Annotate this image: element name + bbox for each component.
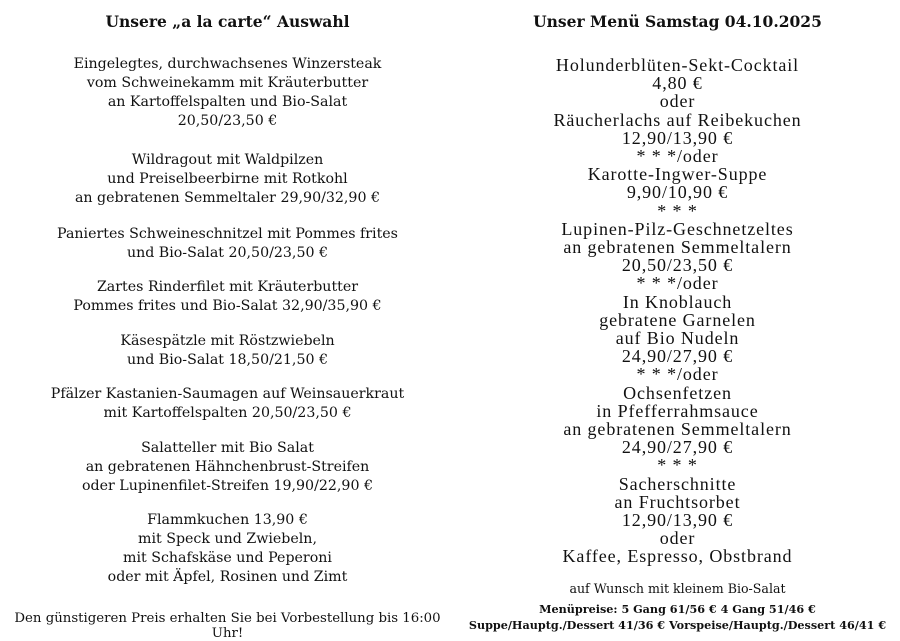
menu-line: 4,80 €	[652, 73, 703, 94]
menu-line: an gebratenen Semmeltalern	[563, 419, 792, 440]
menu-courses	[455, 56, 900, 566]
dish-line: an gebratenen Semmeltaler 29,90/32,90 €	[74, 190, 381, 206]
menu-line: Ochsenfetzen	[623, 382, 732, 403]
menu-line: 24,90/27,90 €	[621, 437, 734, 458]
menu-line: * * *	[657, 200, 698, 221]
price-line: Menüpreise: 5 Gang 61/56 € 4 Gang 51/46 €	[539, 602, 816, 616]
menu-line: 12,90/13,90 €	[621, 510, 734, 531]
salad-note: auf Wunsch mit kleinem Bio-Salat	[569, 581, 786, 596]
menu-line: Räucherlachs auf Reibekuchen	[553, 109, 802, 130]
dish-line: oder mit Äpfel, Rosinen und Zimt	[107, 569, 348, 585]
dish-line: und Preiselbeerbirne mit Rotkohl	[107, 171, 348, 187]
menu-title: Unser Menü Samstag 04.10.2025	[533, 12, 822, 31]
menu-line: gebratene Garnelen	[599, 309, 756, 330]
menu-line: Karotte-Ingwer-Suppe	[587, 164, 768, 185]
dish-line: Flammkuchen 13,90 €	[147, 512, 308, 528]
menu-line: * * */oder	[636, 273, 719, 294]
dish-rinderfilet	[0, 278, 455, 316]
menu-line: 24,90/27,90 €	[621, 346, 734, 367]
price-line: Suppe/Hauptg./Dessert 41/36 € Vorspeise/Hauptg./Dessert 46/41 €	[468, 618, 887, 632]
dish-wildragout	[0, 151, 455, 208]
dish-line: Wildragout mit Waldpilzen	[131, 152, 324, 168]
menu-line: In Knoblauch	[622, 291, 733, 312]
menu-line: * * */oder	[636, 146, 719, 167]
dish-saumagen	[0, 385, 455, 423]
dish-line: Pommes frites und Bio-Salat 32,90/35,90 €	[73, 298, 382, 314]
dish-line: mit Schafskäse und Peperoni	[123, 550, 332, 566]
dish-line: mit Kartoffelspalten 20,50/23,50 €	[103, 405, 352, 421]
dish-line: oder Lupinenfilet-Streifen 19,90/22,90 €	[81, 478, 374, 494]
a-la-carte-title: Unsere „a la carte“ Auswahl	[105, 12, 350, 31]
dish-line: Eingelegtes, durchwachsenes Winzersteak	[73, 56, 382, 72]
menu-line: * * */oder	[636, 364, 719, 385]
menu-line: 20,50/23,50 €	[621, 255, 734, 276]
dish-line: Paniertes Schweineschnitzel mit Pommes frites	[57, 226, 398, 242]
dish-line: und Bio-Salat 20,50/23,50 €	[126, 245, 329, 261]
dish-kaesespaetzle	[0, 332, 455, 370]
menu-line: oder	[659, 91, 696, 112]
menu-line: Kaffee, Espresso, Obstbrand	[562, 546, 793, 567]
menu-line: in Pfefferrahmsauce	[596, 400, 759, 421]
menu-line: Lupinen-Pilz-Geschnetzeltes	[561, 218, 794, 239]
menu-line: oder	[659, 528, 696, 549]
dish-flammkuchen	[0, 511, 455, 587]
menu-line: * * *	[657, 455, 698, 476]
menu-line: an gebratenen Semmeltalern	[563, 237, 792, 258]
menu-line: Holunderblüten-Sekt-Cocktail	[555, 55, 800, 75]
dish-schweineschnitzel	[0, 225, 455, 263]
dish-line: Käsespätzle mit Röstzwiebeln	[120, 333, 335, 349]
menu-line: Sacherschnitte	[618, 473, 737, 494]
dish-line: und Bio-Salat 18,50/21,50 €	[126, 352, 329, 368]
dish-line: Pfälzer Kastanien-Saumagen auf Weinsauerkraut	[50, 386, 405, 402]
preorder-note: Den günstigeren Preis erhalten Sie bei Vorbestellung bis 16:00 Uhr!	[14, 611, 441, 641]
dish-line: vom Schweinekamm mit Kräuterbutter	[86, 75, 369, 91]
dish-price: 20,50/23,50 €	[177, 113, 278, 129]
dish-line: Salatteller mit Bio Salat	[141, 440, 314, 456]
menu-line: 9,90/10,90 €	[626, 182, 729, 203]
menu-prices	[455, 601, 900, 633]
menu-line: 12,90/13,90 €	[621, 127, 734, 148]
dish-line: an gebratenen Hähnchenbrust-Streifen	[85, 459, 370, 475]
dish-line: mit Speck und Zwiebeln,	[138, 531, 317, 547]
dish-line: Zartes Rinderfilet mit Kräuterbutter	[96, 279, 359, 295]
menu-line: an Fruchtsorbet	[614, 491, 741, 512]
dish-winzersteak	[0, 55, 455, 131]
dish-salatteller	[0, 439, 455, 496]
menu-line: auf Bio Nudeln	[615, 328, 740, 349]
dish-line: an Kartoffelspalten und Bio-Salat	[107, 94, 348, 110]
